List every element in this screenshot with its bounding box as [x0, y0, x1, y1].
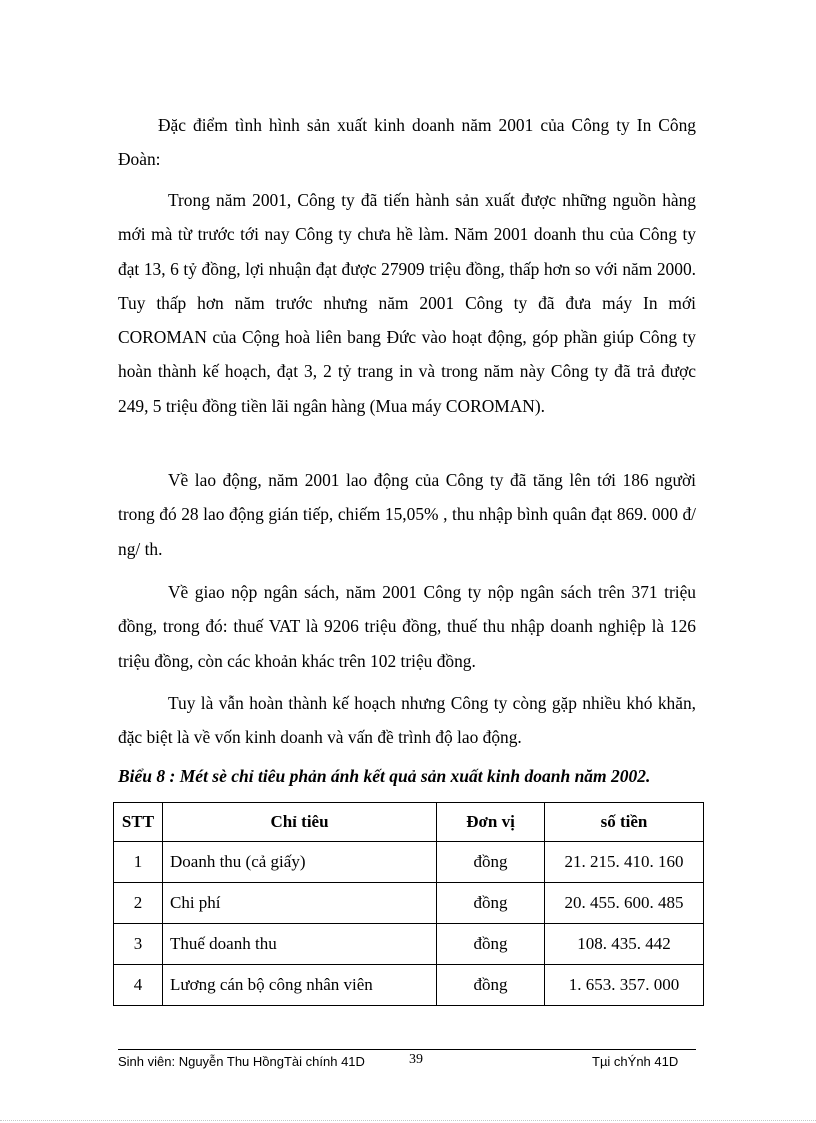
cell-stt: 1 — [114, 842, 163, 883]
footer-student: Sinh viên: Nguyễn Thu HồngTài chính 41D — [118, 1054, 365, 1069]
footer-page-number: 39 — [409, 1052, 423, 1067]
page-bottom-border — [0, 1120, 816, 1121]
results-table — [113, 802, 704, 1006]
cell-stt: 4 — [114, 965, 163, 1006]
table-row — [114, 924, 704, 965]
paragraph-production: Trong năm 2001, Công ty đã tiến hành sản xuất được những nguồn hàng mới mà từ trước tới nay Công ty chưa hề làm. Năm 2001 doanh thu của Công ty đạt 13, 6 tỷ đồng, lợi nhuận đạt được 27909 triệu đồng, thấp hơn so với năm 2000. Tuy thấp hơn năm trước nhưng năm 2001 Công ty đã đưa máy In mới COROMAN của Cộng hoà liên bang Đức vào hoạt động, góp phần giúp Công ty hoàn thành kế hoạch, đạt 3, 2 tỷ trang in và trong năm này Công ty đã trả được 249, 5 triệu đồng tiền lãi ngân hàng (Mua máy COROMAN). — [118, 190, 696, 416]
cell-amount: 20. 455. 600. 485 — [545, 883, 704, 924]
cell-amount: 21. 215. 410. 160 — [545, 842, 704, 883]
cell-unit: đồng — [437, 924, 545, 965]
header-unit: Đơn vị — [437, 803, 545, 842]
cell-unit: đồng — [437, 883, 545, 924]
paragraph-budget: Về giao nộp ngân sách, năm 2001 Công ty nộp ngân sách trên 371 triệu đồng, trong đó: thuế VAT là 9206 triệu đồng, thuế thu nhập doanh nghiệp là 126 triệu đồng, còn các khoản khác trên 102 triệu đồng. — [118, 582, 696, 671]
cell-stt: 2 — [114, 883, 163, 924]
cell-stt: 3 — [114, 924, 163, 965]
cell-amount: 1. 653. 357. 000 — [545, 965, 704, 1006]
footer-divider — [118, 1049, 696, 1050]
footer-class: Tµi chÝnh 41D — [592, 1054, 679, 1069]
header-stt: STT — [114, 803, 163, 842]
cell-indicator: Chi phí — [163, 883, 437, 924]
table-row — [114, 965, 704, 1006]
table-row — [114, 842, 704, 883]
header-indicator: Chỉ tiêu — [163, 803, 437, 842]
cell-indicator: Thuế doanh thu — [163, 924, 437, 965]
cell-unit: đồng — [437, 842, 545, 883]
cell-indicator: Lương cán bộ công nhân viên — [163, 965, 437, 1006]
table-row — [114, 883, 704, 924]
paragraph-heading: Đặc điểm tình hình sản xuất kinh doanh năm 2001 của Công ty In Công Đoàn: — [118, 115, 696, 170]
cell-indicator: Doanh thu (cả giấy) — [163, 842, 437, 883]
paragraph-difficulties: Tuy là vẫn hoàn thành kế hoạch nhưng Công ty còng gặp nhiều khó khăn, đặc biệt là về vốn kinh doanh và vấn đề trình độ lao động. — [118, 693, 696, 748]
cell-amount: 108. 435. 442 — [545, 924, 704, 965]
cell-unit: đồng — [437, 965, 545, 1006]
header-amount: số tiền — [545, 803, 704, 842]
table-header-row — [114, 803, 704, 842]
paragraph-labor: Về lao động, năm 2001 lao động của Công ty đã tăng lên tới 186 người trong đó 28 lao động gián tiếp, chiếm 15,05% , thu nhập bình quân đạt 869. 000 đ/ ng/ th. — [118, 470, 696, 559]
table-caption: Biểu 8 : Mét sè chỉ tiêu phản ánh kết quả sản xuất kinh doanh năm 2002. — [118, 766, 651, 786]
